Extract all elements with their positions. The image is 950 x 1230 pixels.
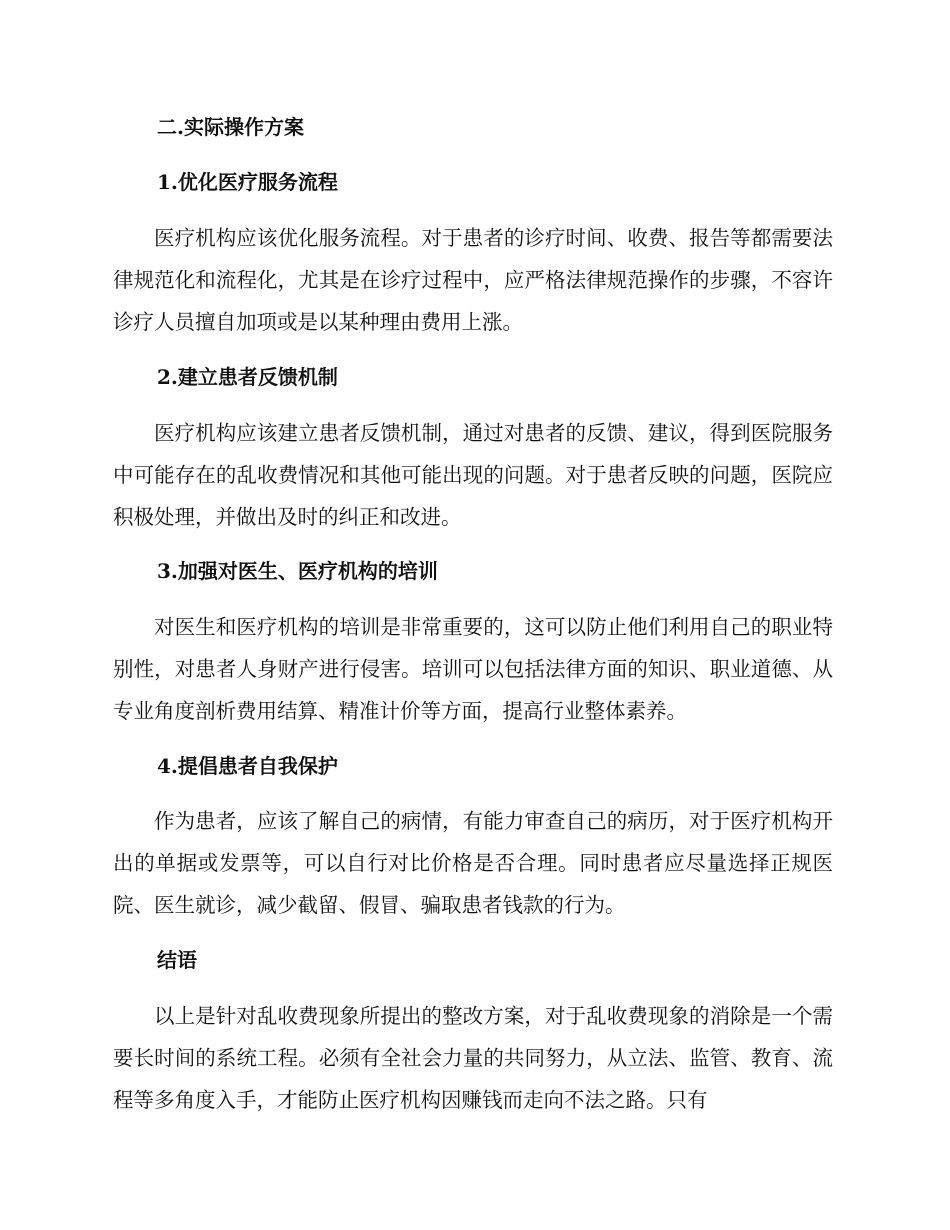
subsection-heading-3: 3.加强对医生、医疗机构的培训 — [157, 559, 438, 583]
paragraph-4: 作为患者，应该了解自己的病情，有能力审查自己的病历，对于医疗机构开出的单据或发票等，可以自行对比价格是否合理。同时患者应尽量选择正规医院、医生就诊，减少截留、假冒、骗取患者钱款的行为。 — [113, 809, 833, 917]
section-title: 二.实际操作方案 — [157, 115, 304, 139]
paragraph-1: 医疗机构应该优化服务流程。对于患者的诊疗时间、收费、报告等都需要法律规范化和流程化，尤其是在诊疗过程中，应严格法律规范操作的步骤，不容许诊疗人员擅自加项或是以某种理由费用上涨。 — [113, 226, 833, 334]
subsection-heading-2: 2.建立患者反馈机制 — [157, 365, 338, 389]
paragraph-3: 对医生和医疗机构的培训是非常重要的，这可以防止他们利用自己的职业特别性，对患者人身财产进行侵害。培训可以包括法律方面的知识、职业道德、从专业角度剖析费用结算、精准计价等方面，提高行业整体素养。 — [113, 615, 833, 723]
paragraph-2: 医疗机构应该建立患者反馈机制，通过对患者的反馈、建议，得到医院服务中可能存在的乱收费情况和其他可能出现的问题。对于患者反映的问题，医院应积极处理，并做出及时的纠正和改进。 — [113, 421, 833, 529]
conclusion-paragraph: 以上是针对乱收费现象所提出的整改方案，对于乱收费现象的消除是一个需要长时间的系统工程。必须有全社会力量的共同努力，从立法、监管、教育、流程等多角度入手，才能防止医疗机构因赚钱而走向不法之路。只有 — [113, 1004, 833, 1112]
conclusion-heading: 结语 — [157, 948, 197, 972]
subsection-heading-1: 1.优化医疗服务流程 — [157, 170, 338, 194]
subsection-heading-4: 4.提倡患者自我保护 — [157, 754, 338, 778]
